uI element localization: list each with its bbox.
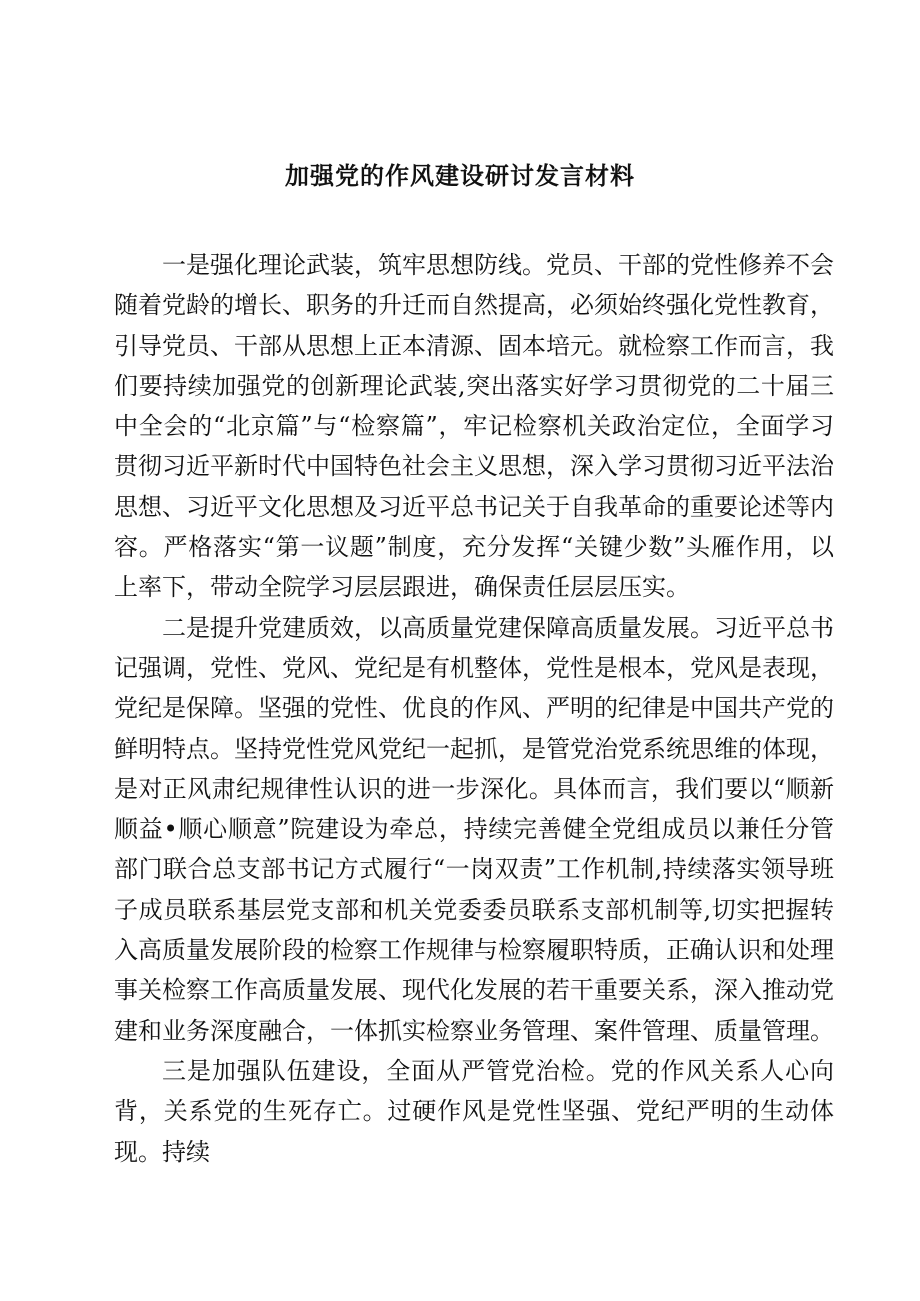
document-title: 加强党的作风建设研讨发言材料 <box>285 161 635 190</box>
paragraph-2: 二是提升党建质效，以高质量党建保障高质量发展。习近平总书记强调，党性、党风、党纪是有机整体，党性是根本，党风是表现，党纪是保障。坚强的党性、优良的作风、严明的纪律是中国共产党的鲜明特点。坚持党性党风党纪一起抓，是管党治党系统思维的体现，是对正风肃纪规律性认识的进一步深化。具体而言，我们要以“顺新顺益•顺心顺意”院建设为牵总，持续完善健全党组成员以兼任分管部门联合总支部书记方式履行“一岗双责”工作机制,持续落实领导班子成员联系基层党支部和机关党委委员联系支部机制等,切实把握转入高质量发展阶段的检察工作规律与检察履职特质，正确认识和处理事关检察工作高质量发展、现代化发展的若干重要关系，深入推动党建和业务深度融合，一体抓实检察业务管理、案件管理、质量管理。 <box>114 613 834 1045</box>
paragraph-3: 三是加强队伍建设，全面从严管党治检。党的作风关系人心向背，关系党的生死存亡。过硬作风是党性坚强、党纪严明的生动体现。持续 <box>114 1056 834 1166</box>
document-body <box>114 245 834 1172</box>
paragraph-1: 一是强化理论武装，筑牢思想防线。党员、干部的党性修养不会随着党龄的增长、职务的升迁而自然提高，必须始终强化党性教育，引导党员、干部从思想上正本清源、固本培元。就检察工作而言，我们要持续加强党的创新理论武装,突出落实好学习贯彻党的二十届三中全会的“北京篇”与“检察篇”，牢记检察机关政治定位，全面学习贯彻习近平新时代中国特色社会主义思想，深入学习贯彻习近平法治思想、习近平文化思想及习近平总书记关于自我革命的重要论述等内容。严格落实“第一议题”制度，充分发挥“关键少数”头雁作用，以上率下，带动全院学习层层跟进，确保责任层层压实。 <box>114 251 834 602</box>
